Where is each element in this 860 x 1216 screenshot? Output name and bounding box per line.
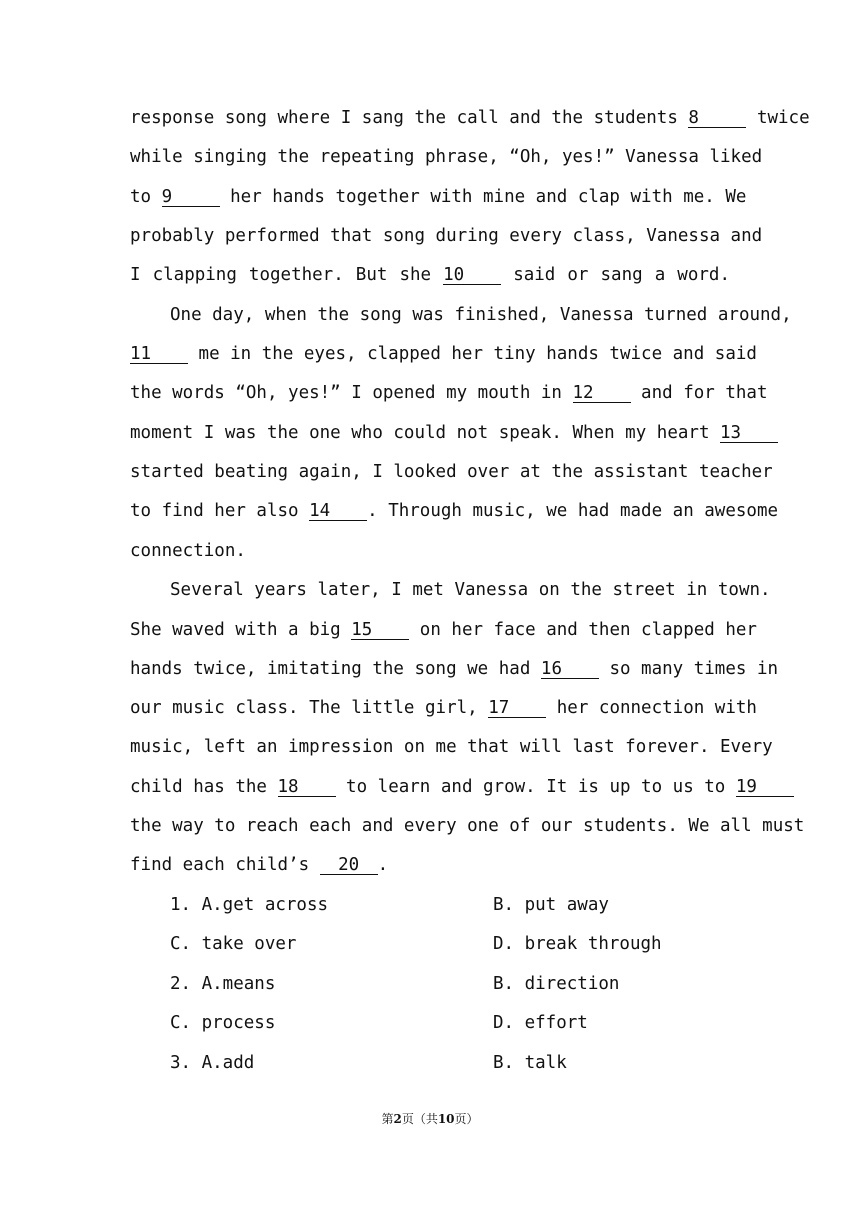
option-left: C. process <box>170 1013 276 1033</box>
passage-text: find each child’s <box>130 855 320 875</box>
passage-text: and for that <box>630 383 768 403</box>
passage-line <box>130 775 757 799</box>
passage-line <box>170 303 792 327</box>
footer-prefix: 第 <box>381 1112 394 1126</box>
option-right: B. talk <box>493 1053 567 1073</box>
passage-line <box>130 696 757 720</box>
passage-text: Several years later, I met Vanessa on the street in town. <box>170 580 771 600</box>
passage-line <box>170 578 771 602</box>
page-footer <box>0 1110 860 1127</box>
option-right: B. put away <box>493 895 609 915</box>
passage-text: . <box>377 855 389 875</box>
answer-blank: 18 <box>278 778 336 797</box>
passage-line <box>130 657 779 681</box>
passage-line <box>130 539 730 563</box>
passage-text: probably performed that song during every class, Vanessa and <box>130 226 763 246</box>
passage-line <box>130 499 779 523</box>
answer-blank: 10 <box>443 266 501 285</box>
footer-total-pages: 10 <box>437 1112 455 1126</box>
passage-line <box>130 381 768 405</box>
passage-text: She waved with a big <box>130 620 352 640</box>
passage-text: said or sang a word. <box>501 265 730 285</box>
answer-blank: 9 <box>162 188 220 207</box>
passage-text: me in the eyes, clapped her tiny hands twice and said <box>188 344 757 364</box>
passage-text: response song where I sang the call and the students <box>130 108 689 128</box>
passage-text: on her face and then clapped her <box>409 620 757 640</box>
passage-text: . Through music, we had made an awesome <box>367 501 779 521</box>
passage-text: while singing the repeating phrase, “Oh, yes!” Vanessa liked <box>130 147 763 167</box>
answer-blank: 11 <box>130 345 188 364</box>
passage-line <box>130 618 757 642</box>
passage-text: our music class. The little girl, <box>130 698 489 718</box>
passage-line <box>130 263 730 287</box>
option-right: B. direction <box>493 974 620 994</box>
option-right: D. break through <box>493 934 662 954</box>
answer-blank: 8 <box>688 109 746 128</box>
passage-text: I clapping together. But she <box>130 265 444 285</box>
passage-line <box>130 224 763 248</box>
passage-line <box>130 853 730 877</box>
passage-line <box>130 106 810 130</box>
passage-text: started beating again, I looked over at the assistant teacher <box>130 462 773 482</box>
footer-suffix: 页） <box>454 1112 479 1126</box>
passage-text: the way to reach each and every one of our students. We all must <box>130 816 805 836</box>
answer-blank: 13 <box>720 424 778 443</box>
passage-text: child has the <box>130 777 278 797</box>
footer-middle: 页（共 <box>401 1112 438 1126</box>
passage-text: hands twice, imitating the song we had <box>130 659 541 679</box>
passage-line <box>130 814 805 838</box>
passage-line <box>130 185 747 209</box>
passage-text: the words “Oh, yes!” I opened my mouth in <box>130 383 573 403</box>
answer-blank: 15 <box>351 621 409 640</box>
passage-text: music, left an impression on me that will last forever. Every <box>130 737 773 757</box>
passage-line <box>130 421 742 445</box>
answer-blank: 20 <box>320 856 378 875</box>
option-left: 3. A.add <box>170 1053 255 1073</box>
passage-text: so many times in <box>598 659 779 679</box>
passage-text: her connection with <box>546 698 757 718</box>
passage-text: One day, when the song was finished, Vanessa turned around, <box>170 305 792 325</box>
passage-line <box>130 145 763 169</box>
answer-blank: 12 <box>573 384 631 403</box>
passage-text: moment I was the one who could not speak. When my heart <box>130 423 721 443</box>
passage-text: her hands together with mine and clap with me. We <box>219 187 747 207</box>
option-left: 1. A.get across <box>170 895 329 915</box>
option-left: 2. A.means <box>170 974 276 994</box>
answer-blank: 16 <box>541 660 599 679</box>
option-left: C. take over <box>170 934 297 954</box>
answer-blank: 17 <box>488 699 546 718</box>
passage-text: to find her also <box>130 501 310 521</box>
passage-line <box>130 460 773 484</box>
answer-blank: 14 <box>309 502 367 521</box>
passage-text: to <box>130 187 162 207</box>
passage-text: to learn and grow. It is up to us to <box>335 777 736 797</box>
passage-line <box>130 342 757 366</box>
footer-page-number: 2 <box>393 1112 402 1126</box>
answer-blank: 19 <box>736 778 794 797</box>
passage-text: connection. <box>130 541 246 561</box>
passage-line <box>130 735 773 759</box>
option-right: D. effort <box>493 1013 588 1033</box>
passage-text: twice <box>746 108 810 128</box>
